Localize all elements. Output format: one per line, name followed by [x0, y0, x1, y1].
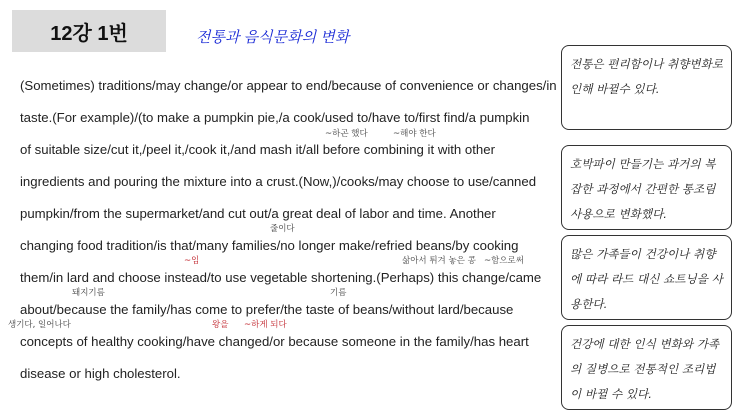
- lesson-subtitle: 전통과 음식문화의 변화: [196, 29, 350, 46]
- annotation: 삶아서 튀겨 놓은 콩: [402, 256, 476, 266]
- passage-line: changing food tradition/is that/many families/no longer make/refried beans/by cooking: [20, 238, 519, 253]
- passage-line: them/in lard and choose instead/to use vegetable shortening.(Perhaps) this change/came: [20, 270, 542, 285]
- annotation: 왕을: [212, 320, 229, 330]
- annotation: ~임: [184, 256, 200, 266]
- annotation: 줄이다: [270, 224, 295, 234]
- passage-line: (Sometimes) traditions/may change/or appear to end/because of convenience or changes/in: [20, 78, 557, 93]
- passage-line: about/because the family/has come to prefer/the taste of beans/without lard/because: [20, 302, 514, 317]
- passage-line: concepts of healthy cooking/have changed/or because someone in the family/has heart: [20, 334, 529, 349]
- passage-line: disease or high cholesterol.: [20, 366, 181, 381]
- summary-note: 건강에 대한 인식 변화와 가족의 질병으로 전통적인 조리법이 바뀔 수 있다.: [561, 325, 732, 410]
- annotation: 기름: [330, 288, 347, 298]
- summary-note: 전통은 편리함이나 취향변화로 인해 바뀔수 있다.: [561, 45, 732, 130]
- annotation: 생기다, 일어나다: [8, 320, 71, 330]
- annotation: 돼지기름: [72, 288, 105, 298]
- annotation: ~하게 되다: [244, 320, 287, 330]
- passage-line: ingredients and pouring the mixture into a crust.(Now,)/cooks/may choose to use/canned: [20, 174, 537, 189]
- passage-line: of suitable size/cut it,/peel it,/cook it,/and mash it/all before combining it with other: [20, 142, 495, 157]
- annotation: ~해야 한다: [393, 129, 436, 139]
- passage-line: taste.(For example)/(to make a pumpkin pie,/a cook/used to/have to/first find/a pumpkin: [20, 110, 530, 125]
- annotation: ~하곤 했다: [325, 129, 368, 139]
- annotation: ~함으로써: [484, 256, 524, 266]
- summary-note: 호박파이 만들기는 과거의 복잡한 과정에서 간편한 통조림 사용으로 변화했다.: [561, 145, 732, 230]
- passage-line: pumpkin/from the supermarket/and cut out/a great deal of labor and time. Another: [20, 206, 496, 221]
- summary-note: 많은 가족들이 건강이나 취향에 따라 라드 대신 쇼트닝을 사용한다.: [561, 235, 732, 320]
- lesson-title: 12강 1번: [12, 10, 166, 52]
